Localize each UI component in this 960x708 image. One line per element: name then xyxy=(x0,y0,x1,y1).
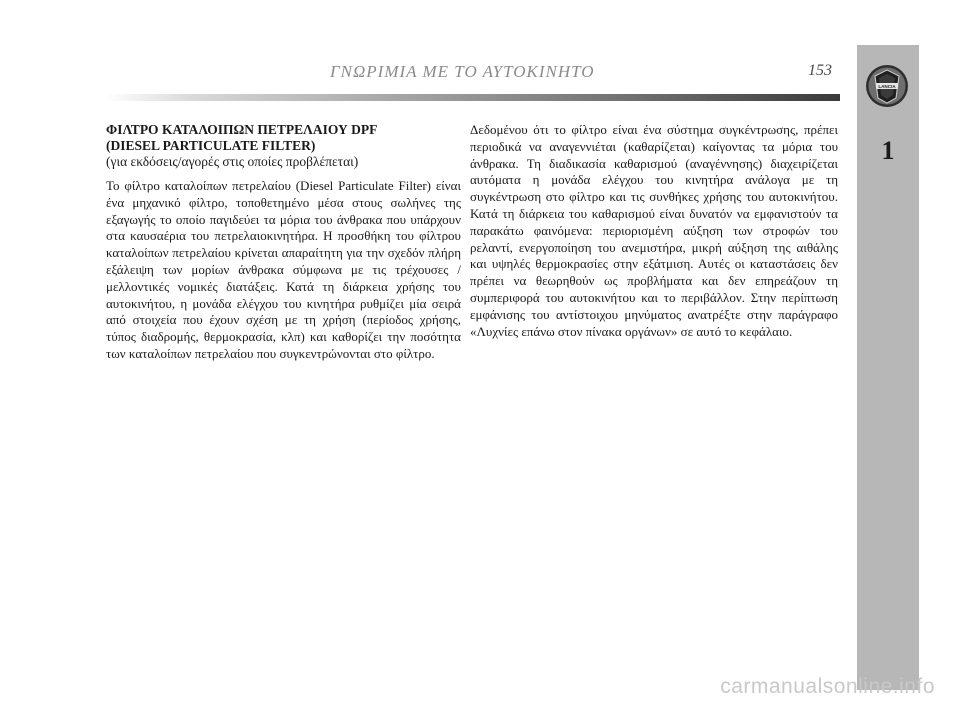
running-header-title: ΓΝΩΡΙΜΙΑ ΜΕ ΤΟ ΑΥΤΟΚΙΝΗΤΟ xyxy=(330,62,595,81)
section-heading-line1: ΦΙΛΤΡΟ ΚΑΤΑΛΟΙΠΩΝ ΠΕΤΡΕΛΑΙΟΥ DPF xyxy=(106,122,378,137)
left-column xyxy=(106,122,461,363)
logo-text: LANCIA xyxy=(878,83,896,89)
section-heading-line2: (DIESEL PARTICULATE FILTER) xyxy=(106,138,316,153)
chapter-number: 1 xyxy=(881,136,895,165)
header-rule xyxy=(105,94,840,101)
page-number: 153 xyxy=(808,62,832,79)
section-subheading: (για εκδόσεις/αγορές στις οποίες προβλέπεται) xyxy=(106,154,359,169)
right-column xyxy=(470,122,838,340)
paragraph-right: Δεδομένου ότι το φίλτρο είναι ένα σύστημα συγκέντρωσης, πρέπει περιοδικά να αναγεννιέται (καθαρίζεται) καίγοντας τα μόρια του άνθρακα. Τη διαδικασία καθαρισμού (αναγέννησης) διαχειρίζεται αυτόματα η μονάδα ελέγχου του κινητήρα ανάλογα με τη συγκέντρωση στο φίλτρο και τις συνθήκες χρήσης του αυτοκινήτου. Κατά τη διάρκεια του καθαρισμού είναι δυνατόν να εμφανιστούν τα παρακάτω φαινόμενα: περιορισμένη αύξηση των στροφών του ρελαντί, ενεργοποίηση του ανεμιστήρα, μικρή αύξηση της αιθάλης και υψηλές θερμοκρασίες στην εξάτμιση. Αυτές οι καταστάσεις δεν πρέπει να θεωρηθούν ως προβλήματα και δεν επηρεάζουν τη συμπεριφορά του αυτοκινήτου και το περιβάλλον. Στην περίπτωση εμφάνισης του αντίστοιχου μηνύματος ανατρέξτε στην παράγραφο «Λυχνίες επάνω στον πίνακα οργάνων» σε αυτό το κεφάλαιο. xyxy=(470,122,838,339)
paragraph-left: Το φίλτρο καταλοίπων πετρελαίου (Diesel Particulate Filter) είναι ένα μηχανικό φίλτρο, τοποθετημένο μέσα στους σωλήνες της εξαγωγής το οποίο παγιδεύει τα μόρια του άνθρακα που υπάρχουν στα καυσαέρια του πετρελαιοκινητήρα. Η προσθήκη του φίλτρου καταλοίπων πετρελαίου κρίνεται απαραίτητη για την σχεδόν πλήρη εξάλειψη των μορίων άνθρακα σύμφωνα με τις τρέχουσες / μελλοντικές νομικές διατάξεις. Κατά τη διάρκεια χρήσης του αυτοκινήτου, η μονάδα ελέγχου του κινητήρα ρυθμίζει μία σειρά από στοιχεία που έχουν σχέση με τη χρήση (περίοδος χρήσης, τύπος διαδρομής, θερμοκρασία, κλπ) και καθορίζει την ποσότητα των καταλοίπων πετρελαίου που συγκεντρώνονται στο φίλτρο. xyxy=(106,178,461,361)
lancia-logo-icon xyxy=(865,64,909,108)
watermark: carmanualsonline.info xyxy=(720,675,935,698)
